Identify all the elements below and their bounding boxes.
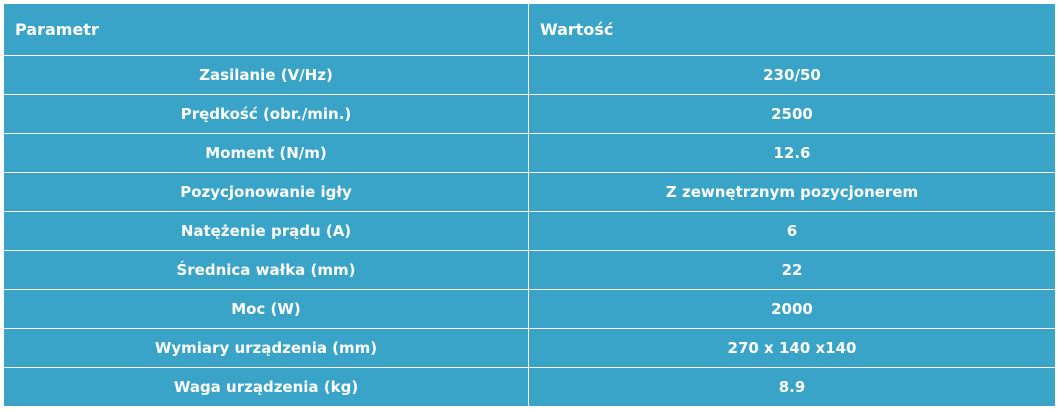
row-param: Pozycjonowanie igły xyxy=(4,173,529,212)
header-param: Parametr xyxy=(4,4,529,56)
row-value: Z zewnętrznym pozycjonerem xyxy=(529,173,1056,212)
row-param: Zasilanie (V/Hz) xyxy=(4,56,529,95)
table-row xyxy=(4,290,1056,329)
row-value: 22 xyxy=(529,251,1056,290)
row-param: Średnica wałka (mm) xyxy=(4,251,529,290)
table-row xyxy=(4,251,1056,290)
row-param: Wymiary urządzenia (mm) xyxy=(4,329,529,368)
row-value: 270 x 140 x140 xyxy=(529,329,1056,368)
row-param: Prędkość (obr./min.) xyxy=(4,95,529,134)
table-row xyxy=(4,212,1056,251)
table-header xyxy=(4,4,1056,56)
header-value: Wartość xyxy=(529,4,1056,56)
row-value: 2000 xyxy=(529,290,1056,329)
header-row xyxy=(4,4,1056,56)
row-value: 8.9 xyxy=(529,368,1056,407)
row-param: Waga urządzenia (kg) xyxy=(4,368,529,407)
table-row xyxy=(4,173,1056,212)
row-value: 2500 xyxy=(529,95,1056,134)
table-row xyxy=(4,56,1056,95)
specification-table xyxy=(3,3,1056,407)
table-row xyxy=(4,95,1056,134)
row-value: 6 xyxy=(529,212,1056,251)
row-value: 230/50 xyxy=(529,56,1056,95)
table-row xyxy=(4,368,1056,407)
row-value: 12.6 xyxy=(529,134,1056,173)
table-body xyxy=(4,56,1056,407)
table-row xyxy=(4,329,1056,368)
row-param: Moment (N/m) xyxy=(4,134,529,173)
table-row xyxy=(4,134,1056,173)
row-param: Natężenie prądu (A) xyxy=(4,212,529,251)
row-param: Moc (W) xyxy=(4,290,529,329)
